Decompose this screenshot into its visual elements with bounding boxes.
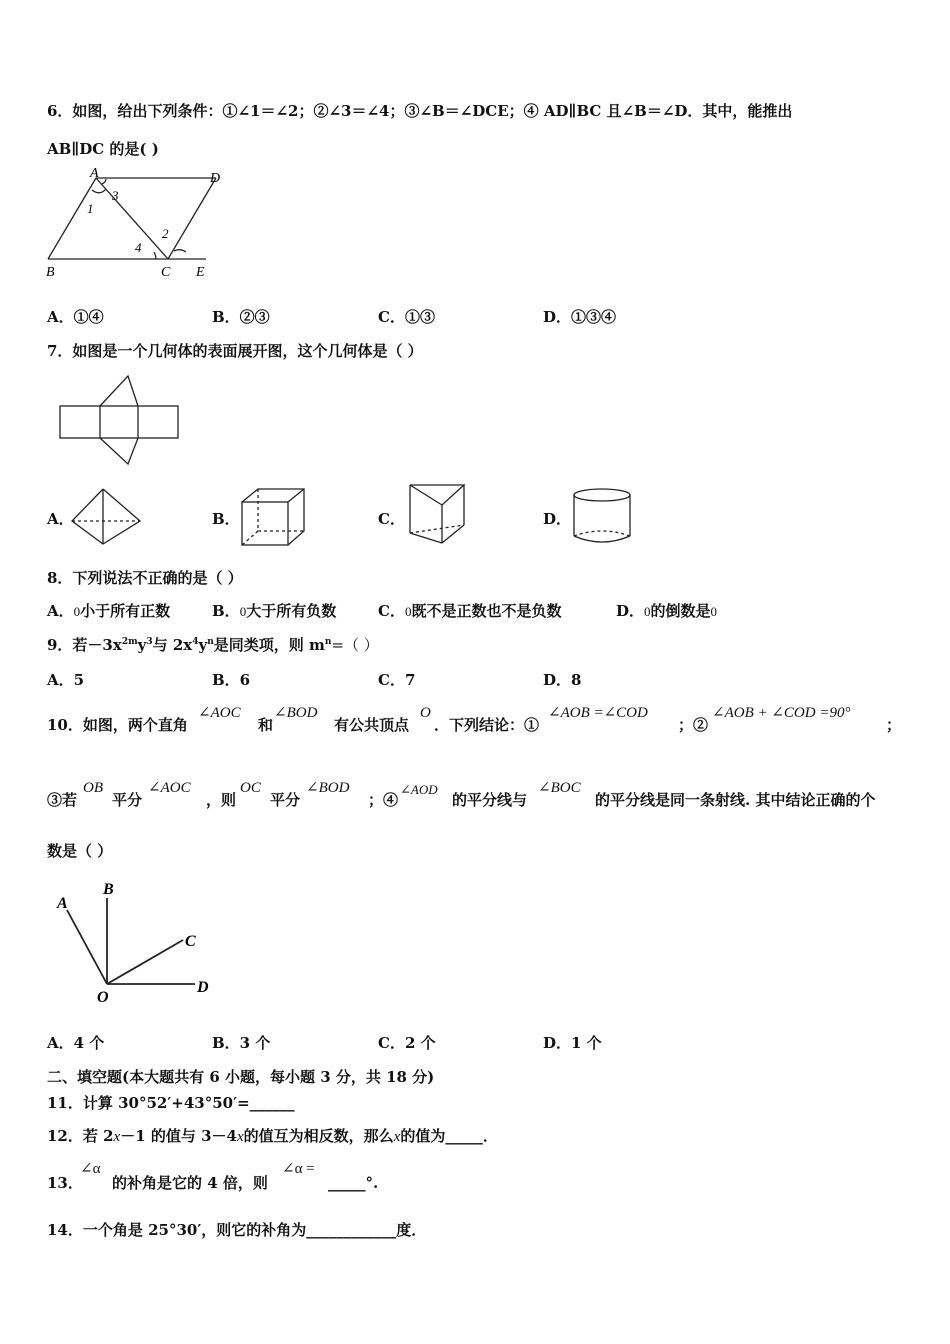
q6-line-ac — [96, 178, 168, 259]
q10-line2-c: ，则 — [206, 791, 237, 809]
q10-label-c: C — [185, 933, 196, 950]
q10-angle-aoc-2: ∠AOC — [148, 780, 191, 796]
q10-angle-boc: ∠BOC — [538, 780, 581, 796]
q13-alpha-1: ∠α — [80, 1161, 101, 1177]
q10-angle-aod: ∠AOD — [400, 782, 438, 797]
q13-alpha-2: ∠α = — [282, 1161, 315, 1177]
q10-line2-e: ；④ — [368, 791, 399, 809]
q10-angle-aoc: ∠AOC — [198, 705, 241, 721]
section2-heading: 二、填空题(本大题共有 6 小题，每小题 3 分，共 18 分) — [47, 1068, 435, 1086]
q7-net-figure — [58, 374, 183, 466]
q10-eq2: ∠AOB + ∠COD =90° — [712, 705, 851, 721]
q8-option-c[interactable]: C．0既不是正数也不是负数 — [378, 602, 562, 620]
q11-stem: 11．计算 30°52′+43°50′=______ — [47, 1094, 295, 1112]
q10-line3: 数是（ ） — [47, 842, 113, 860]
q10-line1-a: 10．如图，两个直角 — [47, 716, 188, 734]
q6-angle-1: 1 — [87, 201, 94, 216]
q10-label-o: O — [97, 989, 109, 1006]
q6-arc-4 — [154, 252, 156, 259]
q10-line1-d: ．下列结论：① — [434, 716, 540, 734]
q9-stem: 9．若$-3x^{2m}y^3$与 $2x^4y^n$是同类项，则 $m^n=$（ ） — [47, 636, 379, 654]
q10-line2-f: 的平分线与 — [452, 791, 528, 809]
q10-angles-figure — [55, 878, 225, 1008]
q10-option-d[interactable]: D．1 个 — [543, 1034, 602, 1052]
q6-parallelogram-figure — [40, 168, 230, 283]
q7-option-c[interactable]: C． — [378, 510, 405, 528]
q9-option-a[interactable]: A．5 — [47, 671, 85, 689]
q6-option-d[interactable]: D．①③④ — [543, 308, 617, 326]
q14-stem: 14．一个角是 25°30′，则它的补角为____________度． — [47, 1221, 427, 1239]
q10-line2-g: 的平分线是同一条射线. 其中结论正确的个 — [595, 791, 876, 809]
q10-line1-b: 和 — [258, 716, 274, 734]
q6-label-c: C — [161, 265, 171, 280]
q6-label-e: E — [196, 265, 205, 280]
q13-stem-a: 13． — [47, 1174, 83, 1192]
q10-line1-f: ； — [886, 716, 902, 734]
q10-oc: OC — [240, 780, 261, 796]
q6-line-ab — [48, 178, 96, 259]
q8-option-a[interactable]: A．0小于所有正数 — [47, 602, 171, 620]
q10-line2-d: 平分 — [270, 791, 301, 809]
q8-option-b[interactable]: B．0大于所有负数 — [212, 602, 337, 620]
q6-arc-3 — [102, 179, 106, 184]
q7-stem: 7．如图是一个几何体的表面展开图，这个几何体是（ ） — [47, 342, 423, 360]
q6-arc-2 — [174, 250, 186, 252]
q9-option-c[interactable]: C．7 — [378, 671, 416, 689]
q6-option-c[interactable]: C．①③ — [378, 308, 435, 326]
q10-ob: OB — [83, 780, 103, 796]
q12-stem: 12．若 2x－1 的值与 3－4x的值互为相反数，那么x的值为_____． — [47, 1127, 498, 1145]
q10-option-c[interactable]: C．2 个 — [378, 1034, 436, 1052]
q6-label-a: A — [90, 166, 99, 181]
q6-line-dc — [168, 178, 216, 259]
q6-angle-4: 4 — [135, 240, 142, 255]
q8-option-d[interactable]: D．0的倒数是0 — [616, 602, 718, 620]
q7-option-b[interactable]: B． — [212, 510, 240, 528]
q6-option-a[interactable]: A．①④ — [47, 308, 104, 326]
q10-point-o: O — [420, 705, 431, 721]
q10-line2-b: 平分 — [112, 791, 143, 809]
q10-label-b: B — [103, 881, 114, 898]
q13-stem-b: 的补角是它的 4 倍，则 — [112, 1174, 268, 1192]
q6-stem-line2: AB∥DC 的是( ) — [47, 140, 159, 158]
q10-option-b[interactable]: B．3 个 — [212, 1034, 271, 1052]
q6-label-d: D — [210, 171, 221, 186]
q7-cube-icon[interactable] — [240, 487, 310, 549]
q6-label-b: B — [46, 265, 55, 280]
q10-line2-a: ③若 — [47, 791, 78, 809]
q13-stem-c: _____°. — [328, 1174, 379, 1192]
q10-option-a[interactable]: A．4 个 — [47, 1034, 105, 1052]
q10-angle-bod: ∠BOD — [274, 705, 318, 721]
q10-ray-oa — [67, 910, 107, 984]
q10-ray-oc — [107, 940, 183, 984]
q9-option-b[interactable]: B．6 — [212, 671, 251, 689]
q6-arc-1 — [92, 189, 106, 193]
q10-label-a: A — [57, 895, 68, 912]
q7-option-a[interactable]: A． — [47, 510, 74, 528]
q6-stem-line1: 6．如图，给出下列条件：①∠1＝∠2；②∠3＝∠4；③∠B＝∠DCE；④ AD∥BC 且∠B＝∠D．其中，能推出 — [47, 102, 793, 120]
q7-option-d[interactable]: D． — [543, 510, 572, 528]
q7-prism-icon[interactable] — [408, 483, 468, 545]
q10-line1-c: 有公共顶点 — [334, 716, 410, 734]
q9-option-d[interactable]: D．8 — [543, 671, 582, 689]
q6-angle-3: 3 — [112, 188, 119, 203]
q10-angle-bod-2: ∠BOD — [306, 780, 350, 796]
q7-tetrahedron-icon[interactable] — [68, 487, 143, 549]
q10-label-d: D — [197, 979, 209, 996]
q8-stem: 8．下列说法不正确的是（ ） — [47, 569, 243, 587]
q7-cylinder-icon[interactable] — [572, 486, 634, 546]
q6-option-b[interactable]: B．②③ — [212, 308, 270, 326]
q10-eq1: ∠AOB =∠COD — [548, 705, 648, 721]
q10-line1-e: ；② — [678, 716, 709, 734]
q6-angle-2: 2 — [162, 226, 169, 241]
